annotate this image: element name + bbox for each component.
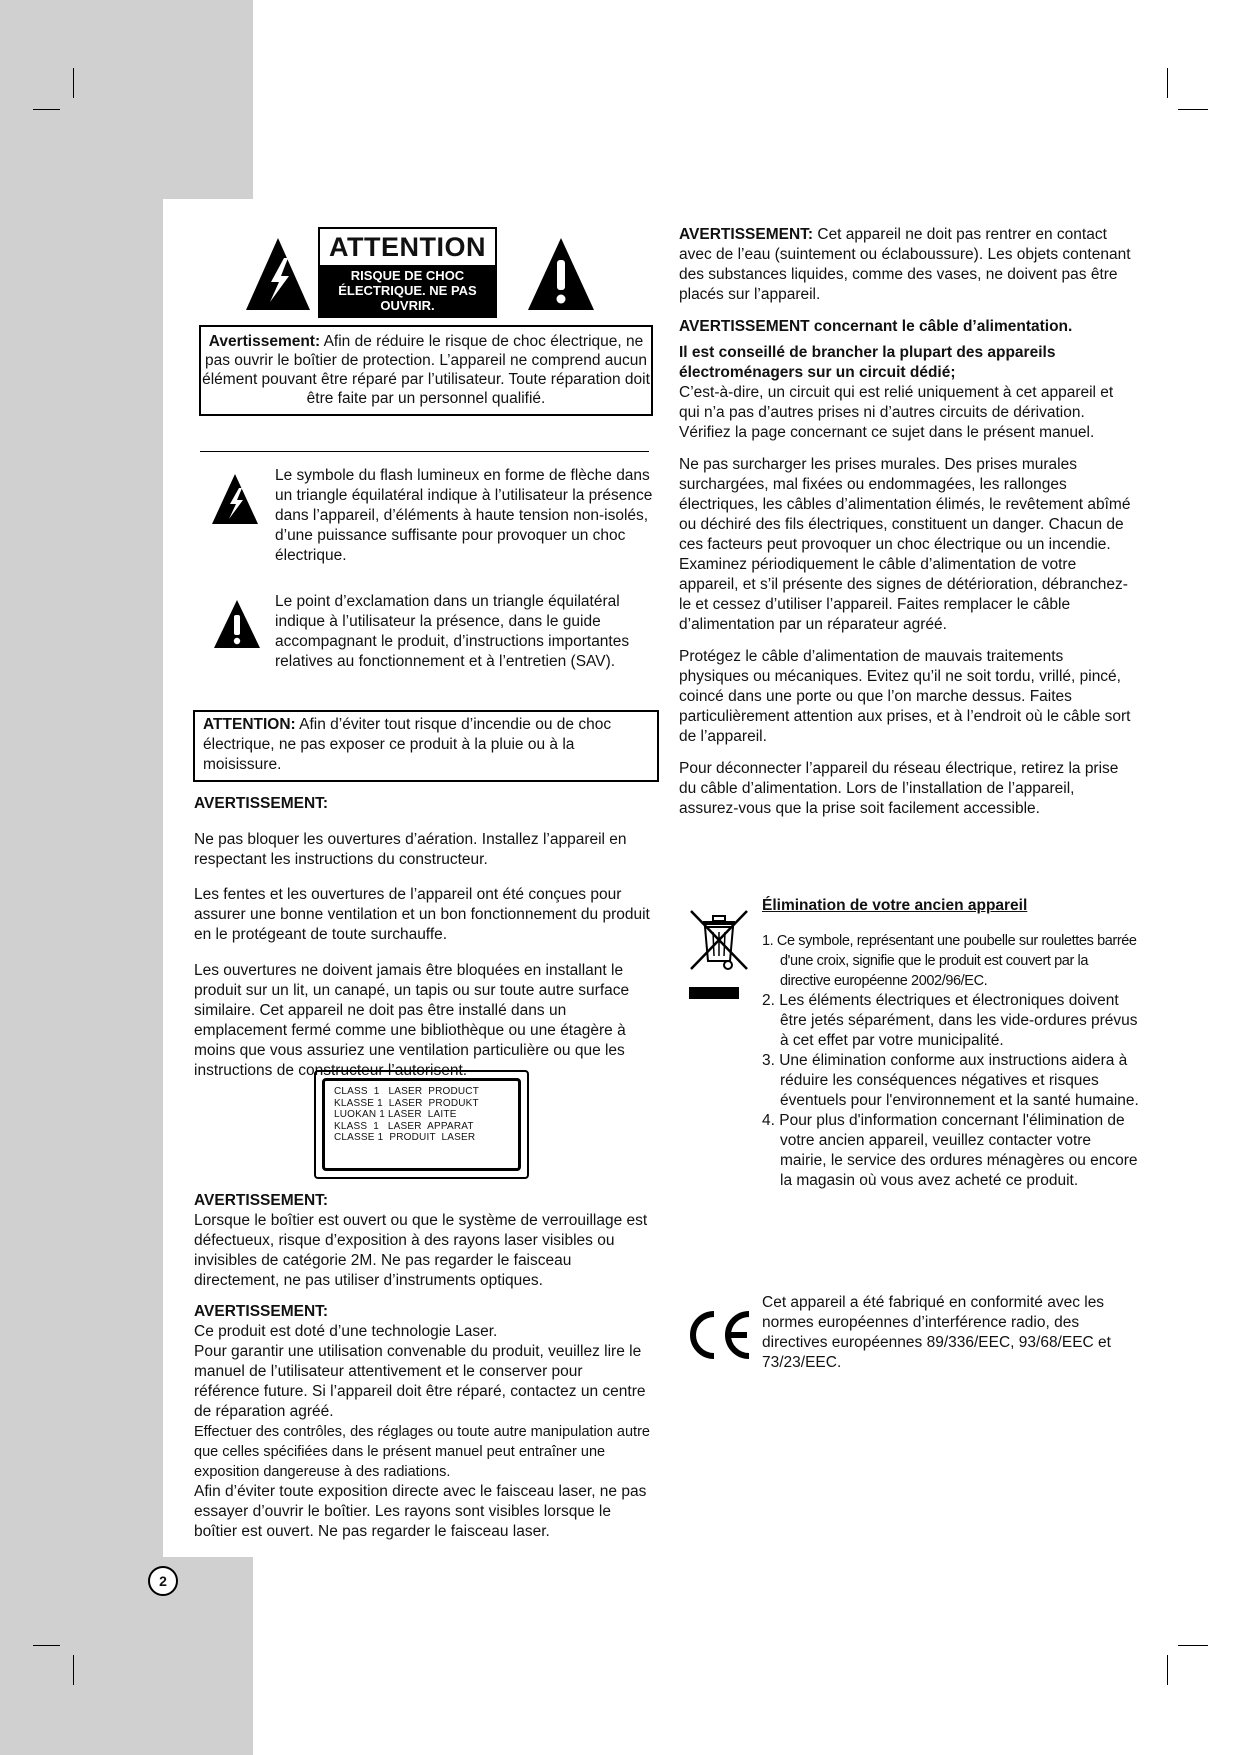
attention-box [193, 710, 659, 782]
exclamation-warning-icon [212, 598, 262, 650]
exclamation-warning-icon [526, 236, 596, 312]
list-item: 2. Les éléments électriques et électroniques doivent être jetés séparément, dans les vide-ordures prévus à cet effet par votre municipalité. [762, 992, 1138, 1049]
attention-header [318, 227, 497, 318]
laser-tech-section [194, 1302, 650, 1542]
laser-tech-heading: AVERTISSEMENT: [194, 1303, 329, 1320]
attention-lead: ATTENTION: [203, 716, 296, 733]
exclamation-symbol-text: Le point d’exclamation dans un triangle équilatéral indique à l’utilisateur la présence, dans le guide accompagnant le produit, d’instructions importantes relatives au fonctionnement et à l’entretien (SAV). [275, 593, 630, 670]
disconnect-text: Pour déconnecter l’appareil du réseau électrique, retirez la prise du câble d’alimentation. Lors de l’installation de l’appareil, assurez-vous que la prise soit facilement accessible. [679, 760, 1119, 817]
cable-heading: AVERTISSEMENT concernant le câble d’alimentation. [679, 318, 1073, 335]
attention-title: ATTENTION [329, 232, 486, 262]
crop-mark [33, 109, 60, 110]
laser-label-line: KLASS 1 LASER APPARAT [334, 1120, 474, 1132]
crop-mark [1178, 1645, 1208, 1646]
ventilation-p1: Ne pas bloquer les ouvertures d’aération. Installez l’appareil en respectant les instructions du constructeur. [194, 830, 627, 868]
crossed-bin-icon [689, 905, 749, 1001]
water-warning-text: Cet appareil ne doit pas rentrer en contact avec de l’eau (suintement ou éclaboussure). Les objets contenant des substances liquides, comme des vases, ne doivent pas être placés sur l’appareil. [679, 226, 1131, 303]
lightning-warning-icon [244, 236, 312, 312]
warning-lead: Avertissement: [208, 333, 321, 350]
laser-tech-p2: Pour garantir une utilisation convenable du produit, veuillez lire le manuel de l’utilisateur attentivement et le conserver pour référence future. Si l’appareil doit être réparé, contactez un centre de réparation agréé. [194, 1343, 646, 1420]
laser-warning-text: Lorsque le boîtier est ouvert ou que le système de verrouillage est défectueux, risque d’exposition à des rayons laser visibles ou invisibles de catégorie 2M. Ne pas regarder le faisceau directement, ne pas utiliser d’instruments optiques. [194, 1212, 648, 1289]
water-warning-lead: AVERTISSEMENT: [679, 226, 814, 243]
disposal-title: Élimination de votre ancien appareil [762, 897, 1028, 914]
protect-cable-text: Protégez le câble d’alimentation de mauvais traitements physiques ou mécaniques. Evitez qu’il ne soit tordu, vrillé, pincé, coincé dans une porte ou que l’on marche dessus. Faites particulièrement attention aux prises, et à l’endroit où le câble sort de l’appareil. [679, 648, 1131, 745]
ventilation-p2: Les fentes et les ouvertures de l’appareil ont été conçues pour assurer une bonne ventilation et un bon fonctionnement du produit en le protégeant de toute surchauffe. [194, 886, 650, 943]
divider [200, 451, 649, 452]
attention-subtitle: RISQUE DE CHOC ÉLECTRIQUE. NE PAS OUVRIR. [320, 265, 495, 316]
crop-mark [1167, 1655, 1168, 1685]
crop-mark [1167, 68, 1168, 98]
lightning-warning-icon [210, 472, 260, 526]
circuit-bold-text: Il est conseillé de brancher la plupart des appareils électroménagers sur un circuit dédié; [679, 344, 1056, 381]
ce-text: Cet appareil a été fabriqué en conformité avec les normes européennes d’interférence radio, des directives européennes 89/336/EEC, 93/68/EEC et 73/23/EEC. [762, 1294, 1111, 1371]
laser-tech-p4: Afin d’éviter toute exposition directe avec le faisceau laser, ne pas essayer d’ouvrir le boîtier. Les rayons sont visibles lorsque le boîtier est ouvert. Ne pas regarder le faisceau laser. [194, 1483, 647, 1540]
attention-text: Afin d’éviter tout risque d’incendie ou de choc électrique, ne pas exposer ce produit à la pluie ou à la moisissure. [203, 716, 612, 773]
warning-text: Afin de réduire le risque de choc électrique, ne pas ouvrir le boîtier de protection. L’appareil ne comprend aucun élément pouvant être réparé par l’utilisateur. Toute réparation doit être faite par un personnel qualifié. [202, 333, 650, 407]
crop-mark [33, 1645, 60, 1646]
crop-mark [73, 68, 74, 98]
crop-mark [1178, 109, 1208, 110]
ventilation-section [194, 794, 650, 1096]
disposal-list [762, 931, 1140, 1191]
ventilation-heading: AVERTISSEMENT: [194, 795, 329, 812]
right-column [679, 225, 1136, 831]
laser-label-line: LUOKAN 1 LASER LAITE [334, 1109, 457, 1120]
laser-warning-heading: AVERTISSEMENT: [194, 1192, 329, 1209]
laser-class-label [314, 1070, 529, 1179]
laser-tech-p3: Effectuer des contrôles, des réglages ou toute autre manipulation autre que celles spécifiées dans le présent manuel peut entraîner une exposition dangereuse à des radiations. [194, 1424, 650, 1480]
flash-symbol-text: Le symbole du flash lumineux en forme de flèche dans un triangle équilatéral indique à l’utilisateur la présence dans l’appareil, d’éléments à haute tension non-isolés, d’une puissance suffisante pour provoquer un choc électrique. [275, 467, 653, 564]
list-item: 1. Ce symbole, représentant une poubelle sur roulettes barrée d'une croix, signifie que le produit est couvert par la directive européenne 2002/96/EC. [762, 933, 1137, 989]
ce-mark-icon [685, 1310, 753, 1360]
page-number: 2 [148, 1566, 178, 1596]
ventilation-p3: Les ouvertures ne doivent jamais être bloquées en installant le produit sur un lit, un canapé, un tapis ou sur toute autre surface similaire. Cet appareil ne doit pas être installé dans un emplacement fermé comme une bibliothèque ou une étagère à moins que vous assuriez une ventilation particulière ou que les instructions de constructeur l’autorisent. [194, 961, 630, 1079]
laser-warning-section [194, 1191, 650, 1291]
list-item: 3. Une élimination conforme aux instructions aidera à réduire les conséquences négatives et risques éventuels pour l'environnement et la santé humaine. [762, 1052, 1139, 1109]
crop-mark [73, 1655, 74, 1685]
warning-box [199, 325, 653, 416]
laser-label-line: CLASSE 1 PRODUIT LASER [334, 1132, 476, 1143]
list-item: 4. Pour plus d'information concernant l'élimination de votre ancien appareil, veuillez contacter votre mairie, le service des ordures ménagères ou encore la magasin où vous avez acheté ce produit. [762, 1112, 1138, 1189]
overload-text: Ne pas surcharger les prises murales. Des prises murales surchargées, mal fixées ou endommagées, les rallonges électriques, les câbles d’alimentation élimés, le revêtement abîmé ou déchiré des fils électriques, constituent un danger. Chacun de ces facteurs peut provoquer un choc électrique ou un incendie. Examinez périodiquement le câble d’alimentation de votre appareil, et s’il présente des signes de détérioration, débranchez-le et cessez d’utiliser l’appareil. Faites remplacer le câble d’alimentation par un réparateur agréé. [679, 456, 1131, 633]
laser-tech-p1: Ce produit est doté d’une technologie Laser. [194, 1323, 498, 1340]
laser-label-line: CLASS 1 LASER PRODUCT [334, 1086, 480, 1097]
circuit-text: C’est-à-dire, un circuit qui est relié uniquement à cet appareil et qui n’a pas d’autres prises ni d’autres circuits de dérivation. Vérifiez la page concernant ce sujet dans le présent manuel. [679, 384, 1114, 441]
laser-label-line: KLASSE 1 LASER PRODUKT [334, 1097, 479, 1109]
